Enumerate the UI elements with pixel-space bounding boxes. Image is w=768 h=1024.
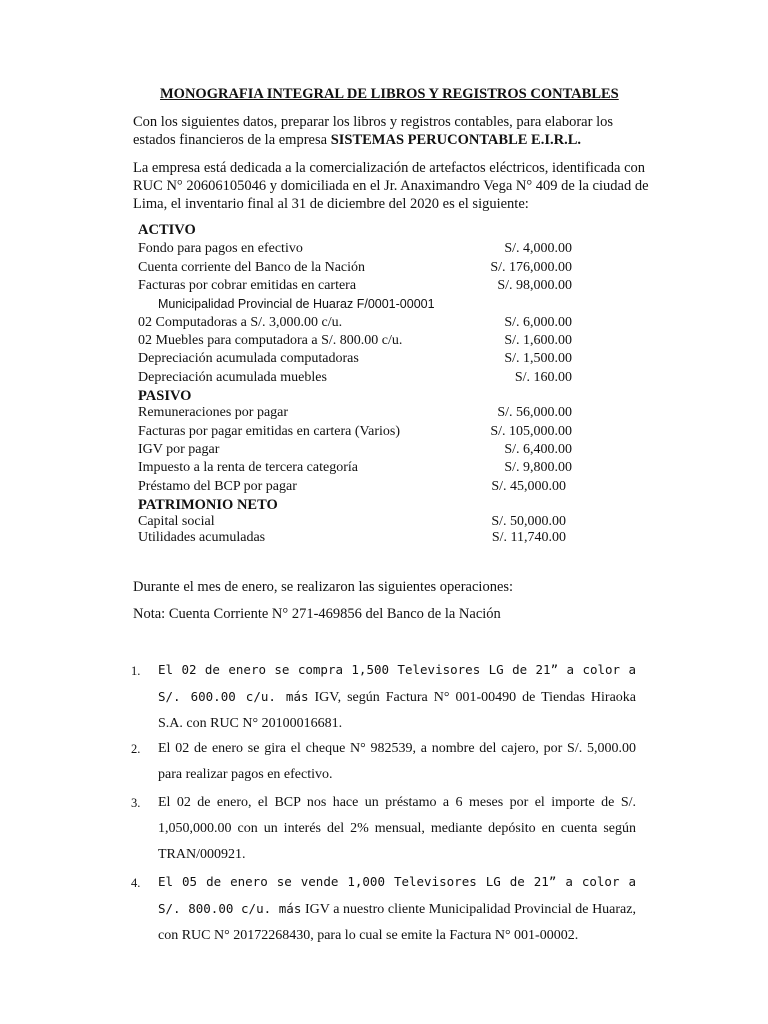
- operation-number: 3.: [131, 796, 141, 810]
- activo-sub-note: Municipalidad Provincial de Huaraz F/0001-00001: [158, 297, 435, 311]
- description-line-1: La empresa está dedicada a la comercialización de artefactos eléctricos, identificada con: [133, 160, 646, 176]
- activo-item-value: S/. 6,000.00: [504, 315, 572, 330]
- pasivo-item-label: IGV por pagar: [138, 442, 220, 457]
- operation-first-line: El 02 de enero, el BCP nos hace un préstamo a 6 meses por el importe de S/.: [158, 795, 636, 810]
- pasivo-item-label: Préstamo del BCP por pagar: [138, 479, 297, 494]
- activo-item-label: Fondo para pagos en efectivo: [138, 241, 303, 256]
- operation-rest: IGV, según Factura N° 001-00490 de Tiendas Hiraoka S.A. con RUC N° 20100016681.: [158, 690, 637, 731]
- pasivo-item-label: Remuneraciones por pagar: [138, 405, 289, 420]
- operation-rest: para realizar pagos en efectivo.: [158, 767, 333, 782]
- operation-item: [158, 657, 636, 737]
- pasivo-item-value: S/. 105,000.00: [490, 424, 572, 439]
- pasivo-item-value: S/. 9,800.00: [504, 460, 572, 475]
- operation-number: 2.: [131, 742, 141, 756]
- description-line-2: RUC N° 20606105046 y domiciliada en el Jr. Anaximandro Vega N° 409 de la ciudad de: [133, 178, 649, 194]
- operation-number: 1.: [131, 664, 141, 678]
- description-line-3: Lima, el inventario final al 31 de diciembre del 2020 es el siguiente:: [133, 196, 529, 212]
- activo-item-label: Depreciación acumulada computadoras: [138, 351, 359, 366]
- activo-item-label: 02 Muebles para computadora a S/. 800.00 c/u.: [138, 333, 403, 348]
- activo-item-label: Cuenta corriente del Banco de la Nación: [138, 260, 366, 275]
- operation-number: 4.: [131, 876, 141, 890]
- patrimonio-heading: PATRIMONIO NETO: [138, 497, 278, 513]
- activo-item-value: S/. 98,000.00: [497, 278, 572, 293]
- pasivo-item-value: S/. 56,000.00: [497, 405, 572, 420]
- pasivo-item-value: S/. 45,000.00: [491, 479, 566, 494]
- activo-item-label: Depreciación acumulada muebles: [138, 370, 327, 385]
- account-note: Nota: Cuenta Corriente N° 271-469856 del Banco de la Nación: [133, 606, 501, 622]
- patrimonio-item-value: S/. 50,000.00: [491, 514, 566, 529]
- pasivo-heading: PASIVO: [138, 388, 192, 404]
- pasivo-item-label: Impuesto a la renta de tercera categoría: [138, 460, 358, 475]
- operation-rest: IGV a nuestro cliente Municipalidad Provincial de Huaraz, con RUC N° 20172268430, para lo cual se emite la Factura N° 001-00002.: [158, 902, 636, 943]
- intro-prefix: estados financieros de la empresa: [133, 132, 331, 148]
- activo-item-value: S/. 160.00: [514, 370, 572, 385]
- operation-item: [158, 736, 636, 788]
- patrimonio-item-label: Utilidades acumuladas: [138, 530, 266, 545]
- operation-first-line: El 02 de enero se compra 1,500 Televisores LG de 21” a color a S/. 600.00 c/u. más: [158, 662, 636, 704]
- activo-item-value: S/. 1,500.00: [504, 351, 572, 366]
- pasivo-item-value: S/. 6,400.00: [504, 442, 572, 457]
- operation-first-line: El 05 de enero se vende 1,000 Televisores LG de 21” a color a S/. 800.00 c/u. más: [158, 874, 636, 916]
- company-name: SISTEMAS PERUCONTABLE E.I.R.L.: [330, 132, 582, 148]
- document-title: MONOGRAFIA INTEGRAL DE LIBROS Y REGISTROS CONTABLES: [160, 86, 619, 102]
- operation-first-line: El 02 de enero se gira el cheque N° 982539, a nombre del cajero, por S/. 5,000.00: [158, 741, 636, 756]
- activo-heading: ACTIVO: [138, 222, 196, 238]
- activo-item-value: S/. 4,000.00: [504, 241, 572, 256]
- activo-item-value: S/. 1,600.00: [504, 333, 572, 348]
- patrimonio-item-value: S/. 11,740.00: [491, 530, 566, 545]
- operation-item: [158, 869, 636, 949]
- activo-item-value: S/. 176,000.00: [490, 260, 572, 275]
- intro-line-1: Con los siguientes datos, preparar los libros y registros contables, para elaborar los: [133, 114, 613, 130]
- operation-rest: 1,050,000.00 con un interés del 2% mensual, mediante depósito en cuenta según TRAN/000921.: [158, 821, 636, 862]
- activo-item-label: Facturas por cobrar emitidas en cartera: [138, 278, 357, 293]
- activo-item-label: 02 Computadoras a S/. 3,000.00 c/u.: [138, 315, 343, 330]
- operation-item: [158, 790, 636, 868]
- patrimonio-item-label: Capital social: [138, 514, 215, 529]
- operations-intro: Durante el mes de enero, se realizaron las siguientes operaciones:: [133, 579, 514, 595]
- pasivo-item-label: Facturas por pagar emitidas en cartera (Varios): [138, 424, 400, 439]
- intro-line-2: [133, 131, 581, 149]
